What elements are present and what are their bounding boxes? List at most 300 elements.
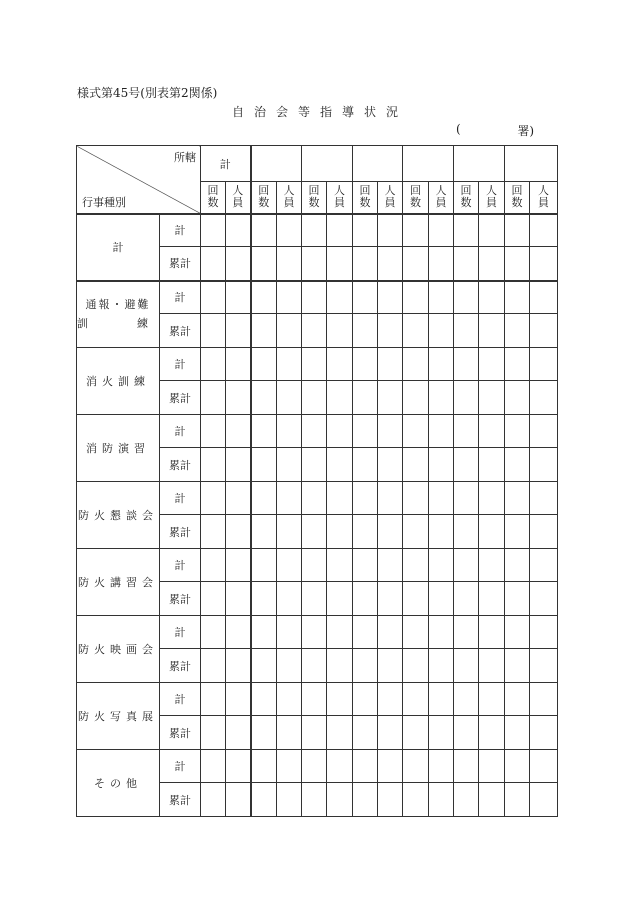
people-input-cell[interactable] bbox=[378, 750, 403, 783]
count-input-cell[interactable] bbox=[403, 616, 429, 649]
count-input-cell[interactable] bbox=[201, 783, 226, 817]
count-input-cell[interactable] bbox=[201, 448, 226, 482]
people-input-cell[interactable] bbox=[530, 783, 558, 817]
people-input-cell[interactable] bbox=[479, 448, 505, 482]
people-input-cell[interactable] bbox=[530, 549, 558, 582]
people-input-cell[interactable] bbox=[226, 381, 251, 415]
count-input-cell[interactable] bbox=[505, 381, 530, 415]
count-input-cell[interactable] bbox=[505, 649, 530, 683]
count-input-cell[interactable] bbox=[353, 314, 378, 348]
people-input-cell[interactable] bbox=[277, 348, 302, 381]
subtotal-label: 計 bbox=[160, 281, 201, 314]
count-input-cell[interactable] bbox=[201, 750, 226, 783]
count-input-cell[interactable] bbox=[454, 683, 479, 716]
count-column-header bbox=[302, 182, 327, 214]
people-input-cell[interactable] bbox=[479, 247, 505, 281]
people-input-cell[interactable] bbox=[429, 348, 454, 381]
people-input-cell[interactable] bbox=[530, 683, 558, 716]
people-input-cell[interactable] bbox=[429, 750, 454, 783]
people-input-cell[interactable] bbox=[378, 314, 403, 348]
count-input-cell[interactable] bbox=[302, 314, 327, 348]
count-input-cell[interactable] bbox=[251, 381, 277, 415]
count-input-cell[interactable] bbox=[201, 482, 226, 515]
count-input-cell[interactable] bbox=[353, 515, 378, 549]
count-input-cell[interactable] bbox=[505, 314, 530, 348]
count-input-cell[interactable] bbox=[505, 482, 530, 515]
people-input-cell[interactable] bbox=[277, 381, 302, 415]
people-input-cell[interactable] bbox=[327, 281, 353, 314]
count-input-cell[interactable] bbox=[403, 214, 429, 247]
people-input-cell[interactable] bbox=[530, 716, 558, 750]
count-input-cell[interactable] bbox=[302, 448, 327, 482]
people-input-cell[interactable] bbox=[530, 482, 558, 515]
count-input-cell[interactable] bbox=[505, 281, 530, 314]
corner-event-type-label: 行事種別 bbox=[82, 195, 126, 209]
count-input-cell[interactable] bbox=[353, 381, 378, 415]
count-input-cell[interactable] bbox=[201, 616, 226, 649]
people-input-cell[interactable] bbox=[327, 482, 353, 515]
count-input-cell[interactable] bbox=[302, 683, 327, 716]
count-input-cell[interactable] bbox=[251, 683, 277, 716]
people-column-header bbox=[277, 182, 302, 214]
people-input-cell[interactable] bbox=[226, 582, 251, 616]
count-input-cell[interactable] bbox=[353, 649, 378, 683]
people-input-cell[interactable] bbox=[429, 448, 454, 482]
cumulative-label: 累計 bbox=[160, 381, 201, 415]
count-input-cell[interactable] bbox=[403, 582, 429, 616]
event-type-cell: 消火訓練 bbox=[77, 348, 160, 415]
people-input-cell[interactable] bbox=[378, 649, 403, 683]
count-column-header bbox=[454, 182, 479, 214]
people-input-cell[interactable] bbox=[479, 616, 505, 649]
count-input-cell[interactable] bbox=[353, 582, 378, 616]
count-input-cell[interactable] bbox=[403, 348, 429, 381]
people-input-cell[interactable] bbox=[429, 247, 454, 281]
count-column-header bbox=[201, 182, 226, 214]
people-input-cell[interactable] bbox=[327, 381, 353, 415]
count-input-cell[interactable] bbox=[302, 716, 327, 750]
jurisdiction-header-cell[interactable] bbox=[403, 146, 454, 182]
count-input-cell[interactable] bbox=[454, 448, 479, 482]
count-input-cell[interactable] bbox=[454, 214, 479, 247]
count-input-cell[interactable] bbox=[251, 281, 277, 314]
count-input-cell[interactable] bbox=[251, 716, 277, 750]
count-label: 回 数 bbox=[258, 184, 270, 210]
count-input-cell[interactable] bbox=[505, 214, 530, 247]
people-input-cell[interactable] bbox=[530, 616, 558, 649]
people-input-cell[interactable] bbox=[429, 314, 454, 348]
corner-header-cell bbox=[77, 146, 201, 214]
people-input-cell[interactable] bbox=[530, 214, 558, 247]
people-input-cell[interactable] bbox=[327, 214, 353, 247]
people-label: 人 員 bbox=[538, 184, 549, 210]
cumulative-label: 累計 bbox=[160, 247, 201, 281]
people-input-cell[interactable] bbox=[277, 448, 302, 482]
subtotal-label: 計 bbox=[160, 616, 201, 649]
count-input-cell[interactable] bbox=[302, 783, 327, 817]
count-input-cell[interactable] bbox=[505, 750, 530, 783]
event-type-cell: 防火写真展 bbox=[77, 683, 160, 750]
people-input-cell[interactable] bbox=[378, 582, 403, 616]
people-input-cell[interactable] bbox=[226, 716, 251, 750]
count-input-cell[interactable] bbox=[454, 616, 479, 649]
count-input-cell[interactable] bbox=[353, 750, 378, 783]
count-input-cell[interactable] bbox=[454, 649, 479, 683]
count-input-cell[interactable] bbox=[353, 247, 378, 281]
people-input-cell[interactable] bbox=[277, 582, 302, 616]
count-input-cell[interactable] bbox=[454, 348, 479, 381]
people-input-cell[interactable] bbox=[226, 448, 251, 482]
count-input-cell[interactable] bbox=[251, 649, 277, 683]
people-input-cell[interactable] bbox=[327, 649, 353, 683]
people-label: 人 員 bbox=[486, 184, 497, 210]
people-input-cell[interactable] bbox=[429, 515, 454, 549]
count-input-cell[interactable] bbox=[505, 783, 530, 817]
count-input-cell[interactable] bbox=[454, 415, 479, 448]
people-input-cell[interactable] bbox=[378, 683, 403, 716]
people-input-cell[interactable] bbox=[530, 247, 558, 281]
count-input-cell[interactable] bbox=[251, 314, 277, 348]
people-input-cell[interactable] bbox=[226, 348, 251, 381]
count-input-cell[interactable] bbox=[505, 683, 530, 716]
count-input-cell[interactable] bbox=[403, 549, 429, 582]
count-input-cell[interactable] bbox=[505, 415, 530, 448]
people-input-cell[interactable] bbox=[277, 649, 302, 683]
people-input-cell[interactable] bbox=[530, 515, 558, 549]
count-input-cell[interactable] bbox=[403, 750, 429, 783]
count-input-cell[interactable] bbox=[454, 314, 479, 348]
count-input-cell[interactable] bbox=[201, 716, 226, 750]
people-input-cell[interactable] bbox=[378, 247, 403, 281]
station-open-paren: ( bbox=[456, 122, 461, 136]
count-input-cell[interactable] bbox=[403, 314, 429, 348]
count-input-cell[interactable] bbox=[454, 750, 479, 783]
count-input-cell[interactable] bbox=[454, 549, 479, 582]
people-input-cell[interactable] bbox=[378, 448, 403, 482]
jurisdiction-header-cell[interactable] bbox=[505, 146, 558, 182]
people-input-cell[interactable] bbox=[378, 214, 403, 247]
count-input-cell[interactable] bbox=[251, 482, 277, 515]
people-input-cell[interactable] bbox=[277, 549, 302, 582]
count-input-cell[interactable] bbox=[505, 582, 530, 616]
people-input-cell[interactable] bbox=[327, 582, 353, 616]
count-input-cell[interactable] bbox=[353, 348, 378, 381]
jurisdiction-header-cell[interactable] bbox=[353, 146, 403, 182]
count-input-cell[interactable] bbox=[201, 348, 226, 381]
people-input-cell[interactable] bbox=[378, 783, 403, 817]
table-row bbox=[77, 214, 558, 247]
count-input-cell[interactable] bbox=[302, 415, 327, 448]
count-input-cell[interactable] bbox=[353, 549, 378, 582]
people-input-cell[interactable] bbox=[277, 281, 302, 314]
people-input-cell[interactable] bbox=[327, 783, 353, 817]
people-input-cell[interactable] bbox=[479, 649, 505, 683]
count-input-cell[interactable] bbox=[201, 381, 226, 415]
jurisdiction-header-cell[interactable] bbox=[302, 146, 353, 182]
count-input-cell[interactable] bbox=[505, 247, 530, 281]
subtotal-label: 計 bbox=[160, 482, 201, 515]
people-input-cell[interactable] bbox=[429, 783, 454, 817]
people-input-cell[interactable] bbox=[226, 616, 251, 649]
people-input-cell[interactable] bbox=[429, 616, 454, 649]
count-input-cell[interactable] bbox=[302, 281, 327, 314]
people-input-cell[interactable] bbox=[327, 716, 353, 750]
count-input-cell[interactable] bbox=[454, 482, 479, 515]
count-input-cell[interactable] bbox=[201, 247, 226, 281]
people-input-cell[interactable] bbox=[429, 482, 454, 515]
people-input-cell[interactable] bbox=[226, 750, 251, 783]
count-input-cell[interactable] bbox=[403, 247, 429, 281]
header-row-1 bbox=[77, 146, 558, 182]
people-input-cell[interactable] bbox=[378, 716, 403, 750]
people-input-cell[interactable] bbox=[479, 683, 505, 716]
guidance-status-table bbox=[76, 145, 558, 817]
count-input-cell[interactable] bbox=[505, 348, 530, 381]
count-input-cell[interactable] bbox=[454, 783, 479, 817]
people-input-cell[interactable] bbox=[530, 314, 558, 348]
people-input-cell[interactable] bbox=[226, 247, 251, 281]
people-input-cell[interactable] bbox=[327, 314, 353, 348]
people-input-cell[interactable] bbox=[277, 247, 302, 281]
count-label: 回 数 bbox=[460, 184, 472, 210]
count-input-cell[interactable] bbox=[505, 616, 530, 649]
count-input-cell[interactable] bbox=[302, 381, 327, 415]
count-input-cell[interactable] bbox=[403, 783, 429, 817]
people-input-cell[interactable] bbox=[479, 482, 505, 515]
count-input-cell[interactable] bbox=[353, 683, 378, 716]
people-input-cell[interactable] bbox=[226, 649, 251, 683]
count-input-cell[interactable] bbox=[454, 247, 479, 281]
count-input-cell[interactable] bbox=[302, 214, 327, 247]
people-input-cell[interactable] bbox=[277, 515, 302, 549]
count-input-cell[interactable] bbox=[454, 716, 479, 750]
people-input-cell[interactable] bbox=[226, 482, 251, 515]
people-input-cell[interactable] bbox=[277, 683, 302, 716]
count-input-cell[interactable] bbox=[251, 448, 277, 482]
people-input-cell[interactable] bbox=[277, 783, 302, 817]
count-input-cell[interactable] bbox=[353, 281, 378, 314]
people-input-cell[interactable] bbox=[530, 448, 558, 482]
count-input-cell[interactable] bbox=[251, 415, 277, 448]
count-input-cell[interactable] bbox=[505, 716, 530, 750]
people-label: 人 員 bbox=[232, 184, 244, 210]
people-input-cell[interactable] bbox=[277, 482, 302, 515]
table-row bbox=[77, 549, 558, 582]
people-input-cell[interactable] bbox=[429, 381, 454, 415]
count-input-cell[interactable] bbox=[403, 716, 429, 750]
people-input-cell[interactable] bbox=[277, 415, 302, 448]
people-input-cell[interactable] bbox=[277, 716, 302, 750]
people-label: 人 員 bbox=[384, 184, 396, 210]
subtotal-label: 計 bbox=[160, 214, 201, 247]
count-input-cell[interactable] bbox=[201, 582, 226, 616]
count-input-cell[interactable] bbox=[302, 549, 327, 582]
people-input-cell[interactable] bbox=[378, 515, 403, 549]
people-input-cell[interactable] bbox=[479, 582, 505, 616]
people-input-cell[interactable] bbox=[479, 750, 505, 783]
count-input-cell[interactable] bbox=[251, 582, 277, 616]
event-type-cell bbox=[77, 281, 160, 348]
count-input-cell[interactable] bbox=[302, 482, 327, 515]
count-input-cell[interactable] bbox=[251, 783, 277, 817]
people-input-cell[interactable] bbox=[479, 415, 505, 448]
count-input-cell[interactable] bbox=[454, 381, 479, 415]
people-input-cell[interactable] bbox=[479, 549, 505, 582]
people-input-cell[interactable] bbox=[429, 649, 454, 683]
people-input-cell[interactable] bbox=[530, 582, 558, 616]
count-input-cell[interactable] bbox=[505, 549, 530, 582]
count-input-cell[interactable] bbox=[251, 549, 277, 582]
people-input-cell[interactable] bbox=[226, 314, 251, 348]
people-input-cell[interactable] bbox=[479, 281, 505, 314]
people-input-cell[interactable] bbox=[530, 281, 558, 314]
people-input-cell[interactable] bbox=[530, 348, 558, 381]
people-input-cell[interactable] bbox=[226, 783, 251, 817]
count-input-cell[interactable] bbox=[403, 683, 429, 716]
count-input-cell[interactable] bbox=[251, 616, 277, 649]
people-input-cell[interactable] bbox=[277, 750, 302, 783]
count-input-cell[interactable] bbox=[302, 649, 327, 683]
people-input-cell[interactable] bbox=[479, 348, 505, 381]
count-input-cell[interactable] bbox=[201, 515, 226, 549]
count-input-cell[interactable] bbox=[353, 415, 378, 448]
people-input-cell[interactable] bbox=[378, 381, 403, 415]
count-input-cell[interactable] bbox=[454, 281, 479, 314]
people-input-cell[interactable] bbox=[479, 716, 505, 750]
people-input-cell[interactable] bbox=[327, 348, 353, 381]
count-input-cell[interactable] bbox=[251, 348, 277, 381]
people-input-cell[interactable] bbox=[429, 683, 454, 716]
people-input-cell[interactable] bbox=[479, 314, 505, 348]
count-input-cell[interactable] bbox=[201, 281, 226, 314]
jurisdiction-header-cell[interactable] bbox=[454, 146, 505, 182]
people-input-cell[interactable] bbox=[327, 415, 353, 448]
people-input-cell[interactable] bbox=[429, 214, 454, 247]
event-type-label-part: 訓 bbox=[77, 317, 93, 331]
people-input-cell[interactable] bbox=[378, 348, 403, 381]
table-row bbox=[77, 415, 558, 448]
count-input-cell[interactable] bbox=[302, 247, 327, 281]
people-input-cell[interactable] bbox=[378, 616, 403, 649]
people-input-cell[interactable] bbox=[429, 582, 454, 616]
event-type-cell: その他 bbox=[77, 750, 160, 817]
people-input-cell[interactable] bbox=[479, 214, 505, 247]
people-input-cell[interactable] bbox=[327, 683, 353, 716]
people-input-cell[interactable] bbox=[479, 515, 505, 549]
people-input-cell[interactable] bbox=[429, 281, 454, 314]
count-input-cell[interactable] bbox=[454, 515, 479, 549]
people-input-cell[interactable] bbox=[327, 515, 353, 549]
people-input-cell[interactable] bbox=[378, 281, 403, 314]
count-input-cell[interactable] bbox=[251, 515, 277, 549]
people-input-cell[interactable] bbox=[226, 515, 251, 549]
event-type-label-part: 練 bbox=[137, 317, 153, 331]
people-input-cell[interactable] bbox=[429, 549, 454, 582]
count-input-cell[interactable] bbox=[201, 683, 226, 716]
people-input-cell[interactable] bbox=[226, 549, 251, 582]
people-input-cell[interactable] bbox=[530, 381, 558, 415]
people-column-header bbox=[530, 182, 558, 214]
count-input-cell[interactable] bbox=[302, 348, 327, 381]
people-input-cell[interactable] bbox=[327, 247, 353, 281]
people-input-cell[interactable] bbox=[327, 750, 353, 783]
count-input-cell[interactable] bbox=[201, 314, 226, 348]
people-input-cell[interactable] bbox=[327, 549, 353, 582]
count-input-cell[interactable] bbox=[201, 415, 226, 448]
people-input-cell[interactable] bbox=[327, 448, 353, 482]
people-input-cell[interactable] bbox=[226, 214, 251, 247]
jurisdiction-header-cell[interactable] bbox=[251, 146, 302, 182]
people-input-cell[interactable] bbox=[226, 281, 251, 314]
people-label: 人 員 bbox=[283, 184, 295, 210]
event-type-cell: 消防演習 bbox=[77, 415, 160, 482]
count-input-cell[interactable] bbox=[403, 448, 429, 482]
count-label: 回 数 bbox=[207, 184, 219, 210]
count-input-cell[interactable] bbox=[403, 281, 429, 314]
people-input-cell[interactable] bbox=[530, 415, 558, 448]
count-input-cell[interactable] bbox=[403, 649, 429, 683]
count-input-cell[interactable] bbox=[454, 582, 479, 616]
event-type-cell: 防火講習会 bbox=[77, 549, 160, 616]
people-input-cell[interactable] bbox=[378, 415, 403, 448]
count-input-cell[interactable] bbox=[201, 214, 226, 247]
event-type-label-line2 bbox=[77, 314, 159, 333]
people-input-cell[interactable] bbox=[277, 616, 302, 649]
people-input-cell[interactable] bbox=[277, 314, 302, 348]
count-input-cell[interactable] bbox=[201, 649, 226, 683]
count-input-cell[interactable] bbox=[353, 783, 378, 817]
count-input-cell[interactable] bbox=[251, 214, 277, 247]
count-input-cell[interactable] bbox=[403, 381, 429, 415]
count-input-cell[interactable] bbox=[403, 415, 429, 448]
count-input-cell[interactable] bbox=[353, 716, 378, 750]
people-input-cell[interactable] bbox=[479, 783, 505, 817]
people-column-header bbox=[378, 182, 403, 214]
count-input-cell[interactable] bbox=[251, 750, 277, 783]
count-input-cell[interactable] bbox=[505, 515, 530, 549]
count-input-cell[interactable] bbox=[302, 616, 327, 649]
people-input-cell[interactable] bbox=[479, 381, 505, 415]
event-type-cell: 計 bbox=[77, 214, 160, 281]
people-input-cell[interactable] bbox=[226, 683, 251, 716]
count-input-cell[interactable] bbox=[353, 448, 378, 482]
people-input-cell[interactable] bbox=[530, 649, 558, 683]
people-input-cell[interactable] bbox=[429, 716, 454, 750]
count-input-cell[interactable] bbox=[353, 616, 378, 649]
count-input-cell[interactable] bbox=[353, 482, 378, 515]
count-input-cell[interactable] bbox=[403, 515, 429, 549]
people-input-cell[interactable] bbox=[530, 750, 558, 783]
count-input-cell[interactable] bbox=[505, 448, 530, 482]
people-input-cell[interactable] bbox=[277, 214, 302, 247]
count-input-cell[interactable] bbox=[403, 482, 429, 515]
people-input-cell[interactable] bbox=[429, 415, 454, 448]
people-input-cell[interactable] bbox=[378, 482, 403, 515]
count-input-cell[interactable] bbox=[302, 582, 327, 616]
people-input-cell[interactable] bbox=[327, 616, 353, 649]
people-input-cell[interactable] bbox=[378, 549, 403, 582]
count-input-cell[interactable] bbox=[353, 214, 378, 247]
count-input-cell[interactable] bbox=[302, 515, 327, 549]
count-input-cell[interactable] bbox=[251, 247, 277, 281]
event-type-label-line1: 通報・避難 bbox=[85, 298, 151, 312]
subtotal-label: 計 bbox=[160, 348, 201, 381]
count-input-cell[interactable] bbox=[302, 750, 327, 783]
count-input-cell[interactable] bbox=[201, 549, 226, 582]
cumulative-label: 累計 bbox=[160, 515, 201, 549]
people-input-cell[interactable] bbox=[226, 415, 251, 448]
cumulative-label: 累計 bbox=[160, 649, 201, 683]
